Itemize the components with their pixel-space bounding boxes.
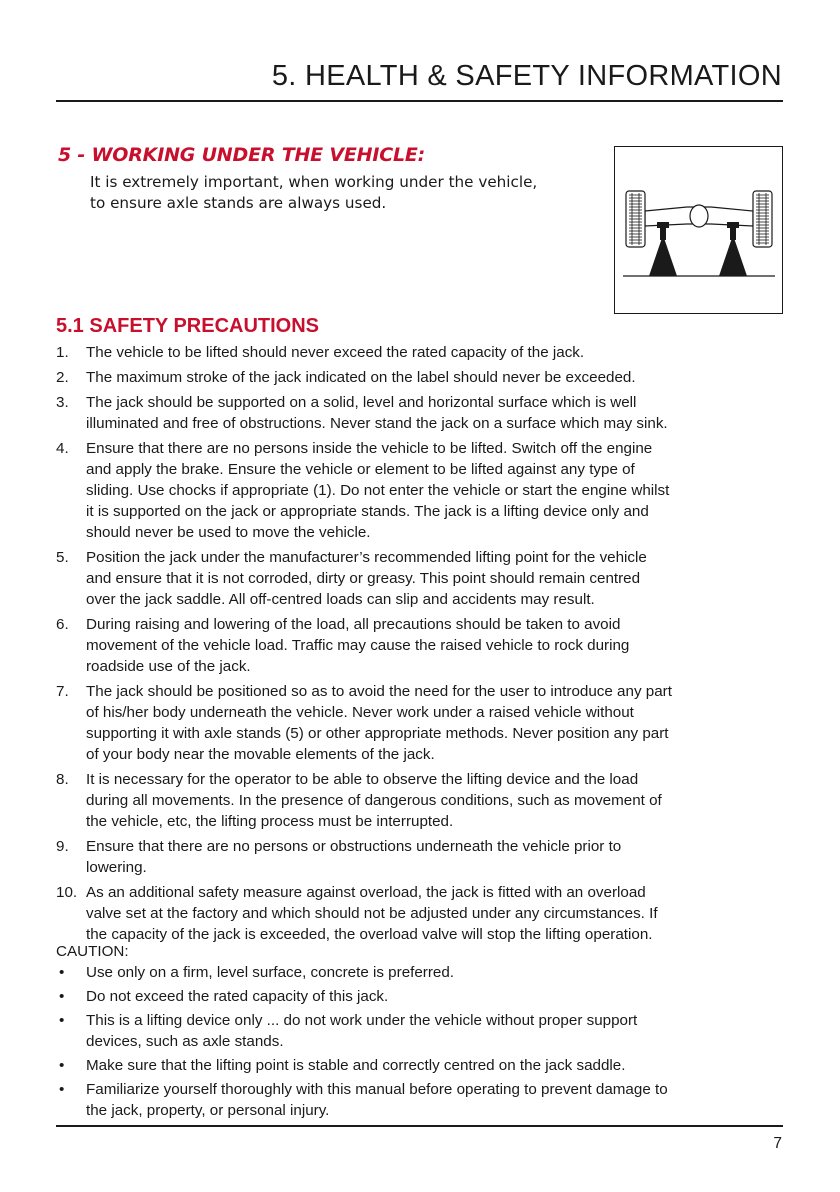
item-text-line: The jack should be positioned so as to avoid the need for the user to introduce any part — [86, 683, 672, 700]
warning-text — [90, 172, 600, 214]
item-text-line: movement of the vehicle load. Traffic may cause the raised vehicle to rock during — [86, 637, 630, 654]
item-number: 7. — [56, 683, 69, 700]
item-text-line: The vehicle to be lifted should never exceed the rated capacity of the jack. — [86, 344, 585, 361]
caution-label: CAUTION: — [56, 943, 129, 960]
item-number: 10. — [56, 884, 78, 901]
precautions-list — [56, 342, 786, 949]
item-text-line: Ensure that there are no persons or obstructions underneath the vehicle prior to — [86, 838, 622, 855]
caution-list — [56, 962, 786, 1124]
caution-item — [56, 962, 786, 983]
item-text-line: valve set at the factory and which should not be adjusted under any circumstances. If — [86, 905, 658, 922]
precaution-item — [56, 836, 786, 878]
bullet-icon: • — [59, 988, 65, 1005]
precaution-item — [56, 614, 786, 677]
item-text-line: it is supported on the jack or appropriate stands. The jack is a lifting device only and — [86, 503, 649, 520]
precaution-item — [56, 547, 786, 610]
item-text-line: Familiarize yourself thoroughly with this manual before operating to prevent damage to — [86, 1081, 668, 1098]
precaution-item — [56, 769, 786, 832]
precaution-item — [56, 367, 786, 388]
item-number: 5. — [56, 549, 69, 566]
bullet-icon: • — [59, 1012, 65, 1029]
item-text-line: the capacity of the jack is exceeded, the overload valve will stop the lifting operation. — [86, 926, 653, 943]
item-text-line: As an additional safety measure against overload, the jack is fitted with an overload — [86, 884, 646, 901]
precaution-item — [56, 342, 786, 363]
item-text-line: Do not exceed the rated capacity of this jack. — [86, 988, 389, 1005]
bullet-icon: • — [59, 1081, 65, 1098]
item-text-line: This is a lifting device only ... do not work under the vehicle without proper support — [86, 1012, 638, 1029]
item-text-line: Position the jack under the manufacturer’s recommended lifting point for the vehicle — [86, 549, 647, 566]
page-header-title: 5. HEALTH & SAFETY INFORMATION — [271, 60, 782, 92]
item-text-line: of your body near the movable elements of the jack. — [86, 746, 435, 763]
bullet-icon: • — [59, 1057, 65, 1074]
precaution-item — [56, 681, 786, 765]
vehicle-on-axle-stands-icon — [615, 147, 781, 312]
item-number: 4. — [56, 440, 69, 457]
item-number: 3. — [56, 394, 69, 411]
item-text-line: should never be used to move the vehicle. — [86, 524, 371, 541]
item-number: 8. — [56, 771, 69, 788]
item-text-line: Make sure that the lifting point is stable and correctly centred on the jack saddle. — [86, 1057, 626, 1074]
item-text-line: and ensure that it is not corroded, dirty or greasy. This point should remain centred — [86, 570, 641, 587]
precaution-item — [56, 882, 786, 945]
page-number: 7 — [773, 1135, 782, 1152]
item-text-line: The maximum stroke of the jack indicated on the label should never be exceeded. — [86, 369, 636, 386]
precaution-item — [56, 392, 786, 434]
item-text-line: and apply the brake. Ensure the vehicle or element to be lifted against any type of — [86, 461, 635, 478]
item-text-line: the vehicle, etc, the lifting process must be interrupted. — [86, 813, 454, 830]
item-text-line: during all movements. In the presence of dangerous conditions, such as movement of — [86, 792, 662, 809]
item-number: 2. — [56, 369, 69, 386]
item-number: 6. — [56, 616, 69, 633]
precaution-item — [56, 438, 786, 543]
item-text-line: the jack, property, or personal injury. — [86, 1102, 330, 1119]
item-number: 9. — [56, 838, 69, 855]
header-rule — [56, 100, 783, 102]
item-text-line: illuminated and free of obstructions. Never stand the jack on a surface which may sink. — [86, 415, 668, 432]
item-number: 1. — [56, 344, 69, 361]
warning-line: It is extremely important, when working under the vehicle, — [90, 173, 538, 191]
item-text-line: of his/her body underneath the vehicle. Never work under a raised vehicle without — [86, 704, 634, 721]
axle-stand-figure — [614, 146, 783, 314]
item-text-line: It is necessary for the operator to be able to observe the lifting device and the load — [86, 771, 639, 788]
caution-item — [56, 1055, 786, 1076]
item-text-line: Ensure that there are no persons inside the vehicle to be lifted. Switch off the engine — [86, 440, 653, 457]
item-text-line: over the jack saddle. All off-centred loads can slip and accidents may result. — [86, 591, 595, 608]
item-text-line: devices, such as axle stands. — [86, 1033, 284, 1050]
warning-title: 5 - WORKING UNDER THE VEHICLE: — [58, 144, 426, 166]
section-title: 5.1 SAFETY PRECAUTIONS — [56, 315, 320, 337]
item-text-line: Use only on a firm, level surface, concrete is preferred. — [86, 964, 455, 981]
item-text-line: sliding. Use chocks if appropriate (1). Do not enter the vehicle or start the engine whilst — [86, 482, 670, 499]
caution-item — [56, 986, 786, 1007]
item-text-line: roadside use of the jack. — [86, 658, 251, 675]
caution-item — [56, 1079, 786, 1121]
item-text-line: During raising and lowering of the load, all precautions should be taken to avoid — [86, 616, 621, 633]
caution-item — [56, 1010, 786, 1052]
item-text-line: supporting it with axle stands (5) or other appropriate methods. Never position any part — [86, 725, 669, 742]
warning-line: to ensure axle stands are always used. — [90, 194, 387, 212]
bullet-icon: • — [59, 964, 65, 981]
footer-rule — [56, 1125, 783, 1127]
item-text-line: lowering. — [86, 859, 147, 876]
item-text-line: The jack should be supported on a solid, level and horizontal surface which is well — [86, 394, 637, 411]
